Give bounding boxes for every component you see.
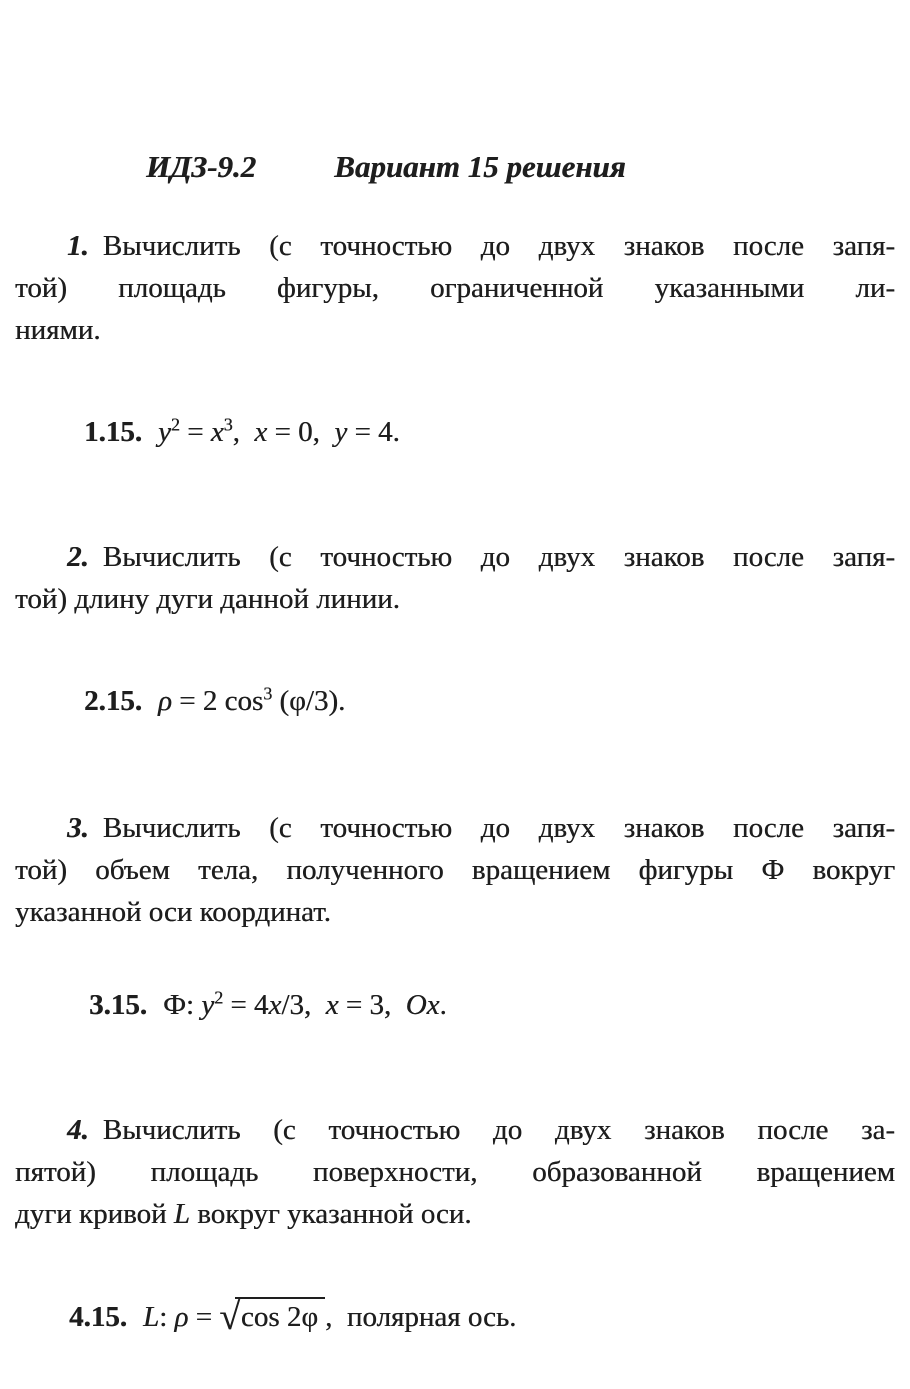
formula-math [158, 416, 400, 448]
math-op: : [159, 1301, 175, 1333]
paragraph-text: дуги кривой [15, 1198, 174, 1230]
paragraph-line [15, 1109, 895, 1151]
paragraph-line: той) площадь фигуры, ограниченной указанными ли- [15, 272, 895, 304]
math-op: = 2 cos [171, 685, 264, 717]
paragraph-text: Вычислить (с точностью до двух знаков после запя- [102, 812, 895, 844]
math-var: x [254, 416, 268, 448]
formula-label: 1.15. [84, 416, 142, 448]
math-var: ρ [174, 1301, 189, 1333]
math-var: Ox [405, 989, 440, 1021]
math-var: y [334, 416, 348, 448]
math-var: ρ [158, 685, 172, 717]
paragraph-line [15, 807, 895, 849]
paragraph-line: пятой) площадь поверхности, образованной вращением [15, 1156, 895, 1188]
problem-1-paragraph [15, 225, 895, 351]
math-op: (φ/3). [272, 685, 346, 717]
paragraph-line: ниями. [15, 314, 101, 346]
formula-math [143, 1296, 517, 1338]
formula-4-15 [0, 1245, 910, 1389]
problem-2-paragraph [15, 536, 895, 620]
formula-2-15 [0, 629, 910, 773]
math-sup: 2 [214, 987, 224, 1008]
formula-1-15 [0, 360, 910, 504]
formula-3-15 [0, 933, 910, 1077]
paragraph-line [15, 1193, 895, 1235]
math-sup: 3 [223, 414, 233, 435]
math-var: y [201, 989, 215, 1021]
math-op: , [232, 416, 255, 448]
math-var: x [210, 416, 224, 448]
math-op: /3, [281, 989, 326, 1021]
formula-label: 2.15. [84, 685, 142, 717]
math-sup: 2 [170, 414, 180, 435]
sqrt-icon: √ [219, 1296, 240, 1338]
problem-number: 2. [67, 541, 89, 573]
math-op: Ф: [163, 989, 202, 1021]
paragraph-line: той) объем тела, полученного вращением фигуры Ф вокруг [15, 854, 895, 886]
math-var: x [268, 989, 282, 1021]
math-op: = 4. [347, 416, 400, 448]
problem-number: 1. [67, 230, 89, 262]
document-page [0, 148, 910, 1338]
assignment-code: ИДЗ-9.2 [146, 149, 257, 184]
math-op: = 3, [338, 989, 406, 1021]
variant-title: Вариант 15 решения [334, 149, 626, 184]
math-var: L [143, 1301, 160, 1333]
paragraph-text: Вычислить (с точностью до двух знаков после запя- [102, 541, 895, 573]
math-op: = 4 [223, 989, 269, 1021]
math-var: x [325, 989, 339, 1021]
problem-number: 4. [67, 1114, 89, 1146]
paragraph-line [15, 536, 895, 578]
doc-header [146, 148, 910, 185]
formula-math [158, 685, 345, 717]
math-var: y [158, 416, 171, 448]
math-sup: 3 [263, 683, 273, 704]
paragraph-line [15, 225, 895, 267]
paragraph-text: Вычислить (с точностью до двух знаков после запя- [102, 230, 895, 262]
paragraph-line: той) длину дуги данной линии. [15, 583, 400, 615]
math-var: L [173, 1198, 190, 1230]
formula-label: 3.15. [89, 989, 147, 1021]
math-op: = 0, [267, 416, 335, 448]
problem-3-paragraph [15, 807, 895, 933]
formula-label: 4.15. [69, 1301, 127, 1333]
problem-4-paragraph [15, 1109, 895, 1235]
paragraph-line: указанной оси координат. [15, 896, 331, 928]
math-op: . [439, 989, 447, 1021]
paragraph-text: Вычислить (с точностью до двух знаков после за- [102, 1114, 895, 1146]
problem-number: 3. [67, 812, 89, 844]
formula-math [163, 989, 447, 1021]
sqrt-radicand: cos 2φ [235, 1297, 325, 1334]
math-op: , полярная ось. [325, 1301, 517, 1333]
math-op: = [179, 416, 211, 448]
paragraph-text: вокруг указанной оси. [189, 1198, 472, 1230]
math-op: = [188, 1301, 220, 1333]
